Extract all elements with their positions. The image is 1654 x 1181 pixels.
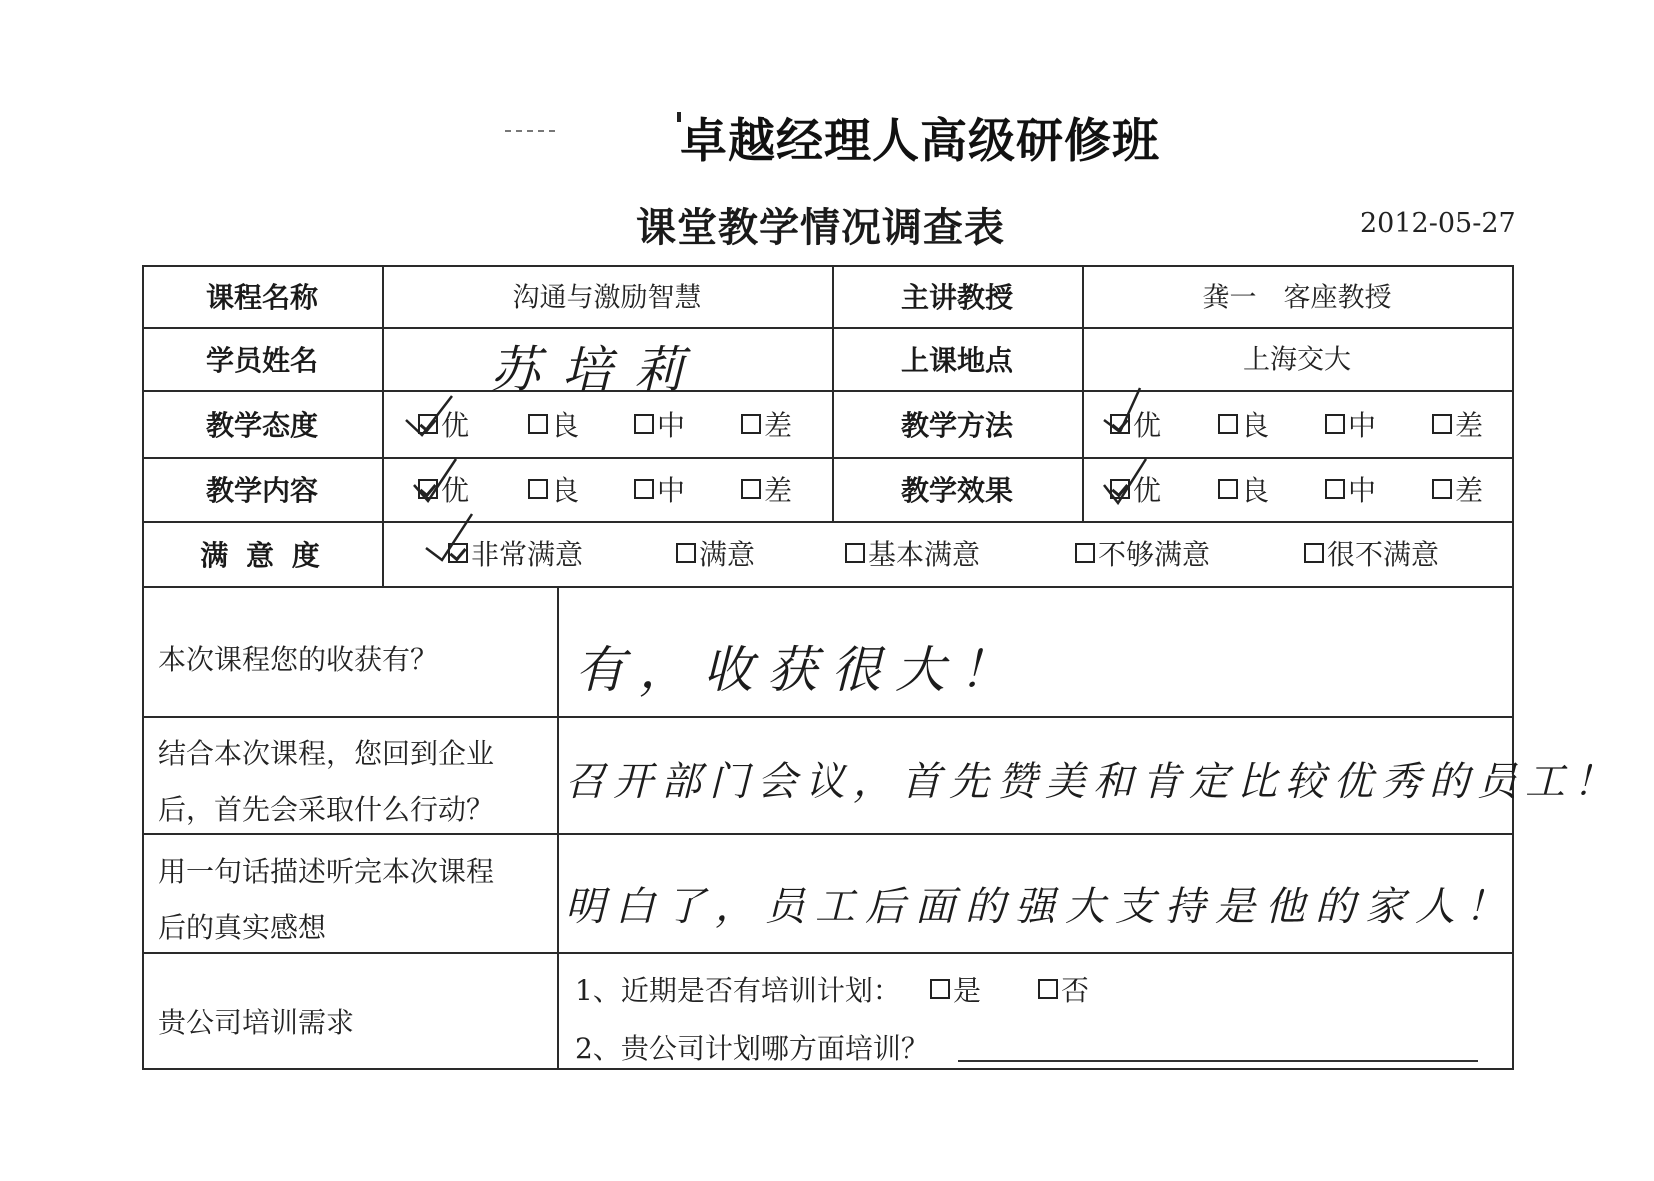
training-area-question: 2、贵公司计划哪方面培训？	[575, 1032, 929, 1065]
professor-value: 龚一 客座教授	[1202, 282, 1392, 314]
table-col-line	[557, 586, 559, 1070]
content-option-average[interactable]: 中	[634, 469, 685, 509]
checkbox-icon	[1075, 543, 1095, 563]
attitude-option-poor[interactable]: 差	[741, 404, 792, 444]
checkbox-icon	[845, 543, 865, 563]
satisfaction-option-not-satisfied[interactable]: 不够满意	[1075, 533, 1210, 573]
content-option-excellent[interactable]: 优	[418, 469, 469, 509]
table-row-line	[142, 327, 1512, 329]
checkbox-icon	[676, 543, 696, 563]
effect-option-poor[interactable]: 差	[1432, 469, 1483, 509]
q2-answer-handwritten: 召开部门会议，首先赞美和肯定比较优秀的员工！	[565, 759, 1621, 805]
training-plan-question: 1、近期是否有培训计划：	[575, 974, 901, 1007]
course-name-value: 沟通与激励智慧	[512, 282, 702, 314]
effect-option-good[interactable]: 良	[1218, 469, 1269, 509]
table-border-bottom	[142, 1068, 1514, 1070]
table-row-line	[142, 390, 1512, 392]
content-option-poor[interactable]: 差	[741, 469, 792, 509]
table-row-line	[142, 716, 1512, 718]
table-row-line	[142, 586, 1512, 588]
attitude-option-good[interactable]: 良	[528, 404, 579, 444]
method-option-poor[interactable]: 差	[1432, 404, 1483, 444]
training-plan-no[interactable]: 否	[1038, 969, 1089, 1009]
table-row-line	[142, 457, 1512, 459]
table-border-left	[142, 265, 144, 1070]
handwritten-check-icon	[1100, 382, 1180, 452]
checkbox-icon	[1304, 543, 1324, 563]
checkbox-icon	[1218, 479, 1238, 499]
teaching-attitude-label: 教学态度	[205, 409, 319, 442]
table-col-line	[382, 265, 384, 586]
satisfaction-label: 满 意 度	[200, 539, 324, 572]
q3-answer-handwritten: 明白了，员工后面的强大支持是他的家人！	[565, 884, 1515, 930]
teaching-method-label: 教学方法	[900, 409, 1014, 442]
checkbox-icon	[1432, 479, 1452, 499]
form-subtitle: 课堂教学情况调查表	[636, 205, 1005, 251]
form-date: 2012-05-27	[1360, 208, 1516, 239]
professor-label: 主讲教授	[900, 281, 1014, 314]
table-col-line	[1082, 265, 1084, 521]
method-option-excellent[interactable]: 优	[1110, 404, 1161, 444]
table-border-right	[1512, 265, 1514, 1070]
effect-option-average[interactable]: 中	[1325, 469, 1376, 509]
checkbox-icon	[1325, 479, 1345, 499]
student-name-handwritten: 苏培莉	[490, 341, 706, 399]
teaching-content-label: 教学内容	[205, 474, 319, 507]
table-border-top	[142, 265, 1512, 267]
table-row-line	[142, 521, 1512, 523]
checkbox-icon	[528, 414, 548, 434]
student-name-label: 学员姓名	[205, 344, 319, 377]
checkbox-icon	[741, 479, 761, 499]
training-area-blank-field[interactable]	[958, 1060, 1478, 1062]
attitude-option-average[interactable]: 中	[634, 404, 685, 444]
handwritten-check-icon	[1100, 455, 1180, 525]
checkbox-icon	[741, 414, 761, 434]
q3-label: 用一句话描述听完本次课程 后的真实感想	[158, 855, 495, 944]
location-value: 上海交大	[1243, 344, 1351, 376]
training-needs-label: 贵公司培训需求	[158, 1006, 355, 1039]
satisfaction-option-very-satisfied[interactable]: 非常满意	[448, 533, 583, 573]
satisfaction-option-very-unsatisfied[interactable]: 很不满意	[1304, 533, 1439, 573]
method-option-average[interactable]: 中	[1325, 404, 1376, 444]
handwritten-check-icon	[400, 390, 480, 460]
satisfaction-option-basically-satisfied[interactable]: 基本满意	[845, 533, 980, 573]
scan-dash-mark	[505, 130, 555, 134]
checkbox-icon	[1325, 414, 1345, 434]
q1-label: 本次课程您的收获有？	[158, 643, 439, 676]
training-plan-yes[interactable]: 是	[930, 969, 981, 1009]
method-option-good[interactable]: 良	[1218, 404, 1269, 444]
handwritten-check-icon	[422, 510, 502, 580]
page-title: 卓越经理人高级研修班	[680, 114, 1160, 169]
q2-label: 结合本次课程，您回到企业 后，首先会采取什么行动？	[158, 737, 495, 826]
effect-option-excellent[interactable]: 优	[1110, 469, 1161, 509]
checkbox-icon	[1218, 414, 1238, 434]
checkbox-icon	[1432, 414, 1452, 434]
table-col-line	[832, 265, 834, 521]
checkbox-icon	[528, 479, 548, 499]
course-name-label: 课程名称	[205, 281, 319, 314]
location-label: 上课地点	[900, 344, 1014, 377]
content-option-good[interactable]: 良	[528, 469, 579, 509]
checkbox-icon	[930, 979, 950, 999]
q1-answer-handwritten: 有，收获很大！	[575, 641, 1023, 699]
attitude-option-excellent[interactable]: 优	[418, 404, 469, 444]
teaching-effect-label: 教学效果	[900, 474, 1014, 507]
checkbox-icon	[634, 414, 654, 434]
checkbox-icon	[634, 479, 654, 499]
checkbox-icon	[1038, 979, 1058, 999]
satisfaction-option-satisfied[interactable]: 满意	[676, 533, 755, 573]
